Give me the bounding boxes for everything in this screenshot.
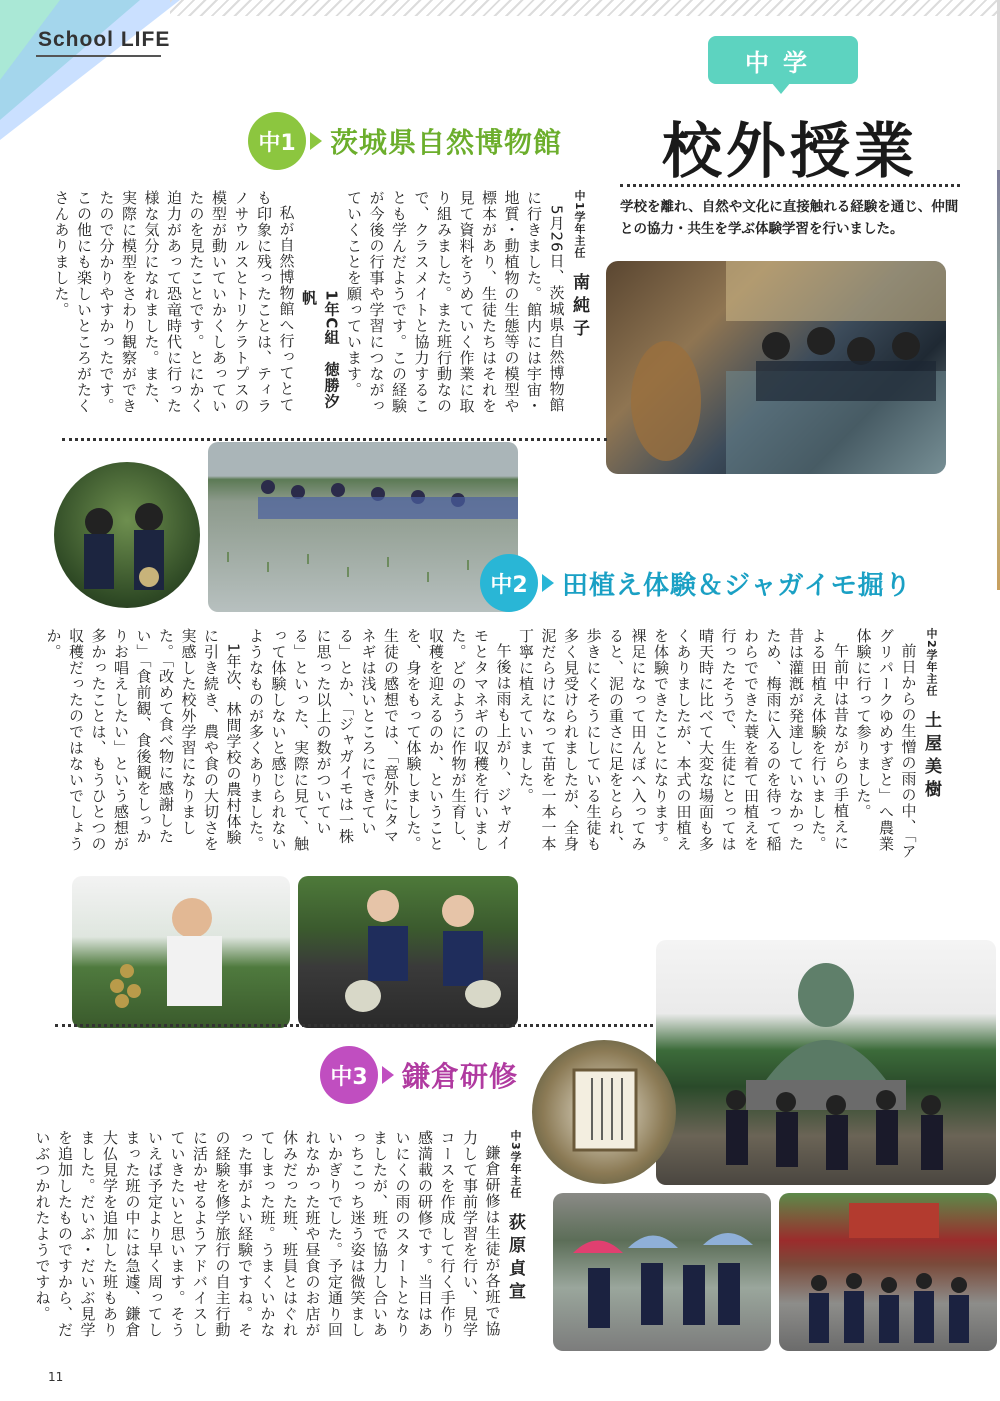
author-name: 荻原貞宣 (505, 1212, 525, 1305)
paragraph: 午後は雨も上がり、ジャガイモとタマネギの収穫を行いました。どのように作物が生育し、収穫を迎えるのか、ということを、身をもって体験しました。生徒の感想では、「意外にタマネギは浅いところにできている」とか、「ジャガイモは一株に思った以上の数がついている」といった、実際に見て、触って体験しないと感じられないようなものが多くありました。 (247, 628, 513, 852)
temple-sign-circle-photo (532, 1040, 676, 1184)
shrine-group-photo (779, 1193, 997, 1351)
junior-high-badge: 中学 (708, 36, 858, 84)
section-1-text (52, 190, 590, 420)
section-title: 田植え体験＆ジャガイモ掘り (562, 570, 912, 601)
author-name: 土屋美樹 (921, 710, 941, 803)
paragraph: 前日からの生憎の雨の中、「アグリパークゆめすぎと」へ農業体験に行って参りました。 (854, 628, 918, 860)
great-buddha-photo (656, 940, 996, 1185)
arrow-icon (542, 574, 554, 592)
lead-text: 学校を離れ、自然や文化に直接触れる経験を通じ、仲間との協力・共生を学ぶ体験学習を行いました。 (620, 199, 959, 237)
grade-badge: 中3 (320, 1046, 378, 1104)
grade-badge: 中1 (248, 112, 306, 170)
section-heading-2 (480, 554, 912, 612)
section-label: School LIFE (38, 28, 171, 51)
rain-group-photo (553, 1193, 771, 1351)
author-role: 中3学年主任 (509, 1130, 522, 1199)
author-line (504, 1130, 527, 1352)
paragraph: 私が自然博物館へ行ってとても印象に残ったことは、ティラノサウルスとトリケラトプスの模型が動いていかくしあっていたのを見たことです。とにかく迫力があって恐竜時代に行った様な気分になれました。また、実際に模型をさわり観察ができたので分かりやすかったです。この他にも楽しいところがたくさんありました。 (52, 190, 296, 414)
author-name: 南純子 (569, 272, 589, 342)
section-title: 鎌倉研修 (402, 1060, 519, 1093)
section-divider (62, 438, 607, 441)
section-2-text (44, 628, 942, 860)
page-title: 校外授業 (662, 117, 918, 187)
paragraph: 5月26日、茨城県自然博物館に行きました。館内には宇宙・地質・動植物の生態等の模型や標本があり、生徒たちはそれを見て資料をうめていく作業に取り組みました。また班行動なので、クラスメイトと協力することも学んだようです。この経験が今後の行事や学習につながっていくことを願っています。 (345, 190, 566, 414)
badge-pointer (771, 82, 791, 94)
potato-harvest-photo (72, 876, 290, 1028)
student-name: 1年C組 徳勝汐帆 (300, 290, 341, 410)
author-role: 中2学年主任 (925, 628, 938, 697)
grade-badge: 中2 (480, 554, 538, 612)
title-divider (620, 184, 960, 187)
section-heading-3 (320, 1046, 518, 1104)
arrow-icon (310, 132, 322, 150)
paragraph: 鎌倉研修は生徒が各班で協力して事前学習を行い、見学コースを作成して行く手作り感満載の研修です。当日はあいにくの雨のスタートとなりましたが、班で協力し合いあっちこっち迷う姿は微笑ましいかぎりでした。予定通り回れなかった班や昼食のお店が休みだった班、班員とはぐれてしまった班。うまくいかなった事がよい経験ですね。その経験を修学旅行の自主行動に活かせるようアドバイスしていきたいと思います。そういえば予定より早く周ってしまった班の中には急遽、鎌倉大仏見学を追加した班もありました。だいぶ・だいぶ見学を追加したものですから、だいぶつかれたようですね。 (33, 1130, 502, 1338)
page-number: 11 (48, 1370, 64, 1384)
arrow-icon (382, 1066, 394, 1084)
onion-harvest-photo (298, 876, 518, 1028)
harvest-circle-photo (54, 462, 200, 608)
section-label-underline (36, 55, 161, 57)
rice-planting-photo (208, 442, 518, 612)
header-hatch (170, 0, 1000, 16)
section-divider (55, 1024, 660, 1027)
corner-decoration (0, 0, 180, 140)
author-role: 中1学年主任 (573, 190, 586, 259)
section-3-text (33, 1130, 526, 1352)
section-title: 茨城県自然博物館 (330, 126, 563, 159)
author-line (920, 628, 943, 860)
paragraph: 1年次、林間学校の農村体験に引き続き、農や食の大切さを実感した校外学習になりました。「改めて食べ物に感謝したい」「食前観、食後観をしっかりお唱えしたい」という感想が多かったことは、もうひとつの収穫だったのではないでしょうか。 (44, 628, 243, 852)
author-line (568, 190, 591, 420)
paragraph: 午前中は昔ながらの手植えによる田植え体験を行いました。昔は灌漑が発達していなかったため、梅雨に入るのを待って稲わらでできた蓑を着て田植えを行ったそうで、生徒にとっては晴天時に比べて大変な場面も多くありましたが、本式の田植えを体験できたことになります。裸足になって田んぼへ入ってみると、泥の重さに足をとられ、歩きにくそうにしている生徒も多く見受けられましたが、全身泥だらけになって苗を一本一本丁寧に植えていました。 (517, 628, 850, 852)
museum-photo (606, 261, 946, 474)
section-heading-1 (248, 112, 562, 170)
